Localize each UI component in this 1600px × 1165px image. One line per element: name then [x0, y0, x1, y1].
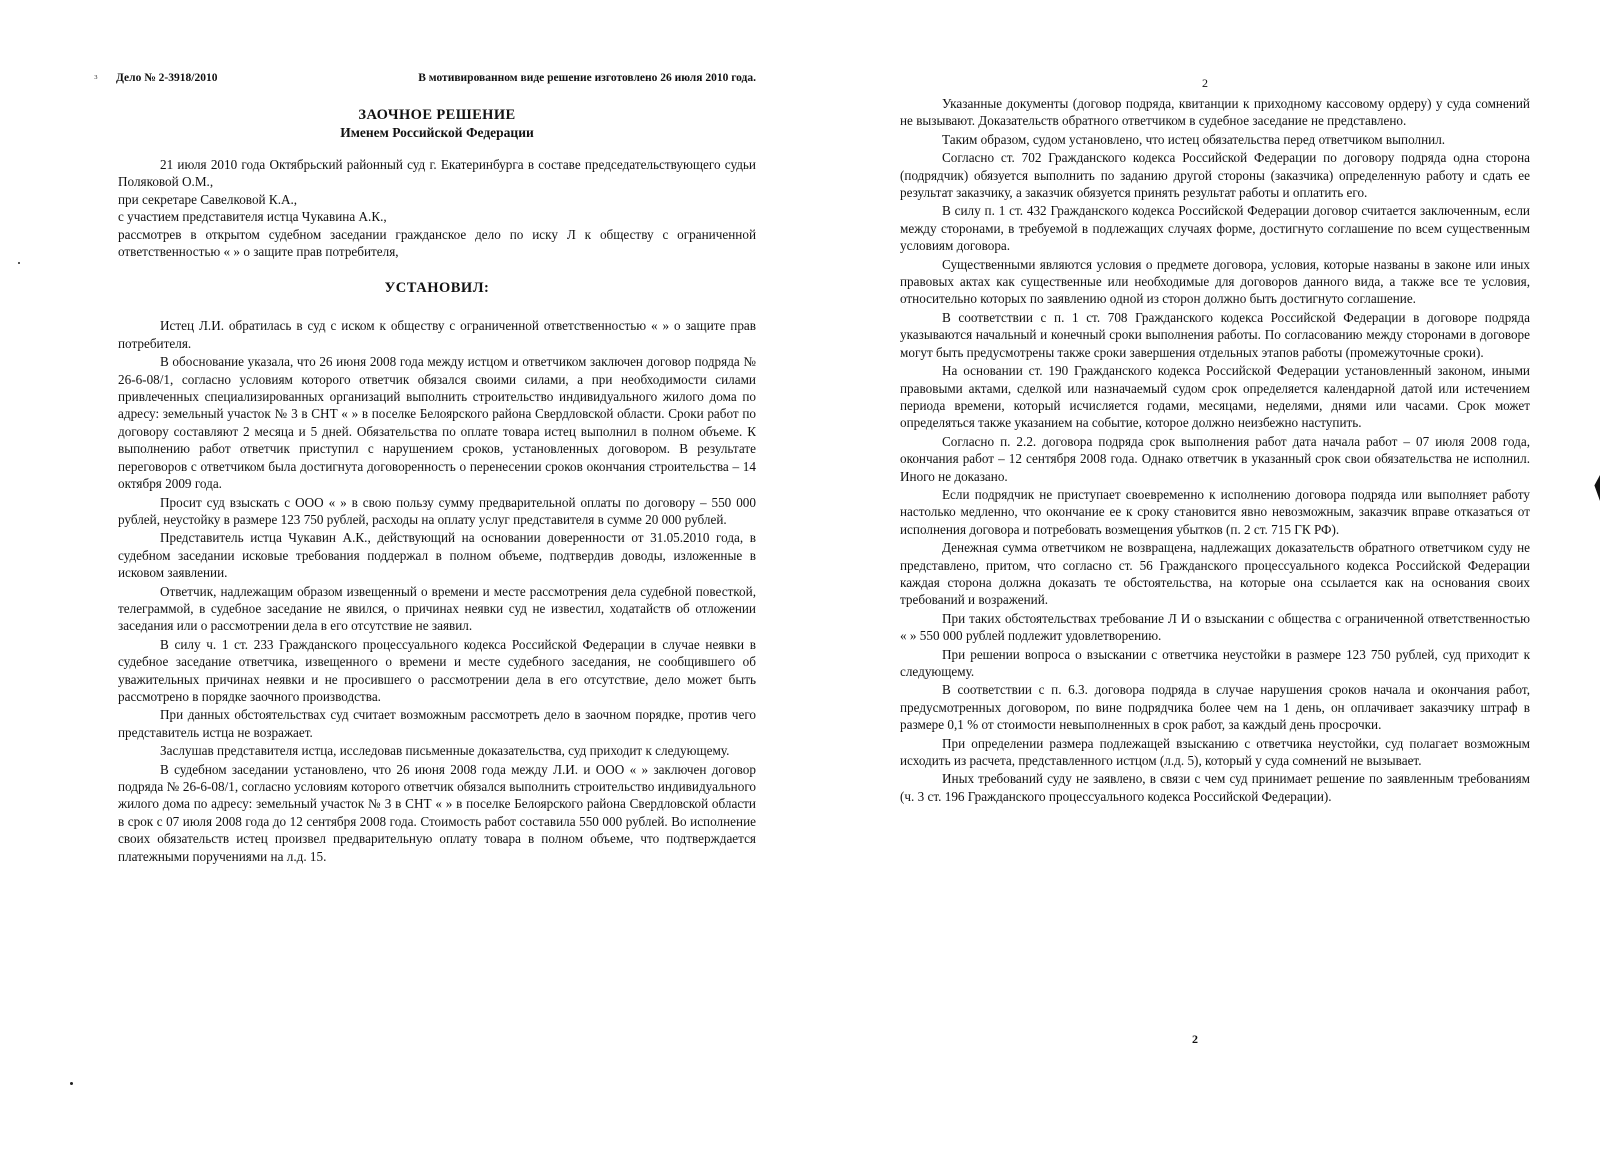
paragraph: Ответчик, надлежащим образом извещенный о времени и месте рассмотрения дела судебной повесткой, телеграммой, в судебное заседание не явился, о причинах неявки суд не известил, ходатайств об отложении заседания или о рассмотрении дела в его отсутствие не заявил. — [118, 583, 756, 634]
paragraph: Существенными являются условия о предмете договора, условия, которые названы в законе или иных правовых актах как существенные или необходимые для договоров данного вида, а также все те условия, относительно которых по заявлению одной из сторон должно быть достигнуто соглашение. — [900, 256, 1530, 307]
scan-edge-mark — [1592, 475, 1600, 501]
intro-line: с участием представителя истца Чукавина А.К., — [118, 209, 387, 225]
intro-line: рассмотрев в открытом судебном заседании гражданское дело по иску Л к обществу с ограниченной ответственностью « » о защите прав потребителя, — [118, 226, 756, 260]
intro-line: при секретаре Савелковой К.А., — [118, 191, 298, 207]
paragraph: При определении размера подлежащей взысканию с ответчика неустойки, суд полагает возможным исходить из расчета, представленного истцом (л.д. 5), который у суда сомнений не вызывает. — [900, 735, 1530, 769]
paragraph: Представитель истца Чукавин А.К., действующий на основании доверенности от 31.05.2010 года, в судебном заседании исковые требования поддержал в полном объеме, подтвердив доводы, изложенные в исковом заявлении. — [118, 530, 756, 581]
scan-speck — [18, 262, 20, 264]
paragraph: Иных требований суду не заявлено, в связи с чем суд принимает решение по заявленным требованиям (ч. 3 ст. 196 Гражданского процессуального кодекса Российской Федерации). — [900, 771, 1530, 804]
paragraph: В обоснование указала, что 26 июня 2008 года между истцом и ответчиком заключен договор подряда № 26-6-08/1, согласно условиям которого ответчик обязался своими силами, а при необходимости силами привлеченных специализированных организаций выполнить строительство индивидуального жилого дома по адресу: земельный участок № 3 в СНТ « » в поселке Белоярского района Свердловской области. Сроки работ по договору составляют 2 месяца и 5 дней. Обязательства по оплате товара истец выполнил в полном объеме. К выполнению работ ответчик приступил с нарушением сроков, установленных договором. В результате переговоров с ответчиком была достигнута договоренность о перенесении сроков окончания строительства – 14 октября 2009 года. — [118, 354, 756, 492]
paragraph: На основании ст. 190 Гражданского кодекса Российской Федерации установленный законом, иными правовыми актами, сделкой или назначаемый судом срок определяется календарной датой или истечением периода времени, который исчисляется годами, месяцами, неделями, днями или часами. Срок может определяться также указанием на событие, которое должно неизбежно наступить. — [900, 363, 1530, 431]
paragraph: В силу п. 1 ст. 432 Гражданского кодекса Российской Федерации договор считается заключенным, если между сторонами, в требуемой в подлежащих случаях форме, достигнуто соглашение по всем существенным условиям договора. — [900, 203, 1530, 254]
paragraph: В судебном заседании установлено, что 26 июня 2008 года между Л.И. и ООО « » заключен договор подряда № 26-6-08/1, согласно условиям которого ответчик обязался выполнить строительство индивидуального жилого дома по адресу: земельный участок № 3 в СНТ « » в поселке Белоярского района Свердловской области в срок с 07 июля 2008 года до 12 сентября 2008 года. Стоимость работ составила 550 000 рублей. Во исполнение своих обязательств истец произвел предварительную оплату товара в полном объеме, что подтверждается платежными поручениями на л.д. 15. — [118, 761, 756, 864]
paragraph: Согласно ст. 702 Гражданского кодекса Российской Федерации по договору подряда одна сторона (подрядчик) обязуется выполнить по заданию другой стороны (заказчика) определенную работу и сдать ее результат заказчику, а заказчик обязуется принять результат работы и оплатить его. — [900, 150, 1530, 201]
paragraph: В соответствии с п. 1 ст. 708 Гражданского кодекса Российской Федерации в договоре подряда указываются начальный и конечный сроки выполнения работы. По согласованию между сторонами в договоре могут быть предусмотрены также сроки завершения отдельных этапов работы (промежуточные сроки). — [900, 309, 1530, 360]
paragraph: Просит суд взыскать с ООО « » в свою пользу сумму предварительной оплаты по договору – 550 000 рублей, неустойку в размере 123 750 рублей, расходы на оплату услуг представителя в сумме 20 000 рублей. — [118, 494, 756, 527]
corner-mark: ₃ — [94, 68, 98, 80]
paragraph: Денежная сумма ответчиком не возвращена, надлежащих доказательств обратного ответчиком суду не представлено, притом, что согласно ст. 56 Гражданского процессуального кодекса Российской Федерации каждая сторона должна доказать те обстоятельства, на которые она ссылается как на основания своих требований и возражений. — [900, 540, 1530, 608]
paragraph: Если подрядчик не приступает своевременно к исполнению договора подряда или выполняет работу настолько медленно, что окончание ее к сроку становится явно невозможным, заказчик вправе отказаться от исполнения договора и потребовать возмещения убытков (п. 2 ст. 715 ГК РФ). — [900, 486, 1530, 537]
page-number-bottom: 2 — [1192, 1032, 1198, 1046]
paragraph: Указанные документы (договор подряда, квитанции к приходному кассовому ордеру) у суда сомнений не вызывают. Доказательств обратного ответчиком в судебное заседание не представлено. — [900, 96, 1530, 129]
document-subtitle: Именем Российской Федерации — [340, 125, 534, 140]
case-number: Дело № 2-3918/2010 — [116, 72, 218, 84]
document-header — [118, 72, 756, 84]
scan-speck — [70, 1082, 73, 1085]
paragraph: При таких обстоятельствах требование Л И о взыскании с общества с ограниченной ответственностью « » 550 000 рублей подлежит удовлетворению. — [900, 610, 1530, 644]
header-note: В мотивированном виде решение изготовлено 26 июля 2010 года. — [418, 72, 756, 84]
paragraph: При данных обстоятельствах суд считает возможным рассмотреть дело в заочном порядке, против чего представитель истца не возражает. — [118, 707, 756, 740]
paragraph: Заслушав представителя истца, исследовав письменные доказательства, суд приходит к следующему. — [160, 743, 730, 759]
paragraph: Истец Л.И. обратилась в суд с иском к обществу с ограниченной ответственностью « » о защите прав потребителя. — [118, 318, 756, 351]
paragraph: При решении вопроса о взыскании с ответчика неустойки в размере 123 750 рублей, суд приходит к следующему. — [900, 646, 1530, 679]
paragraph: В соответствии с п. 6.3. договора подряда в случае нарушения сроков начала и окончания работ, предусмотренных договором, по вине подрядчика более чем на 1 день, он оплачивает заказчику штраф в размере 0,1 % от стоимости невыполненных в срок работ, за каждый день просрочки. — [900, 682, 1530, 733]
paragraph: Согласно п. 2.2. договора подряда срок выполнения работ дата начала работ – 07 июля 2008 года, окончания работ – 12 сентября 2008 года. Однако ответчик в указанный срок свои обязательства не исполнил. Иного не доказано. — [900, 433, 1530, 484]
right-page — [800, 0, 1600, 1165]
paragraph: В силу ч. 1 ст. 233 Гражданского процессуального кодекса Российской Федерации в случае неявки в судебное заседание ответчика, извещенного о времени и месте судебного заседания, не сообщившего об уважительных причинах неявки и не просившего о рассмотрении дела в его отсутствие, дело может быть рассмотрено в порядке заочного производства. — [118, 636, 756, 704]
document-title: ЗАОЧНОЕ РЕШЕНИЕ — [358, 107, 516, 123]
paragraph: Таким образом, судом установлено, что истец обязательства перед ответчиком выполнил. — [942, 131, 1446, 147]
intro-line: 21 июля 2010 года Октябрьский районный суд г. Екатеринбурга в составе председательствующего судьи Поляковой О.М., — [118, 157, 756, 190]
page-number-top: 2 — [1202, 76, 1208, 90]
section-title: УСТАНОВИЛ: — [384, 280, 490, 297]
